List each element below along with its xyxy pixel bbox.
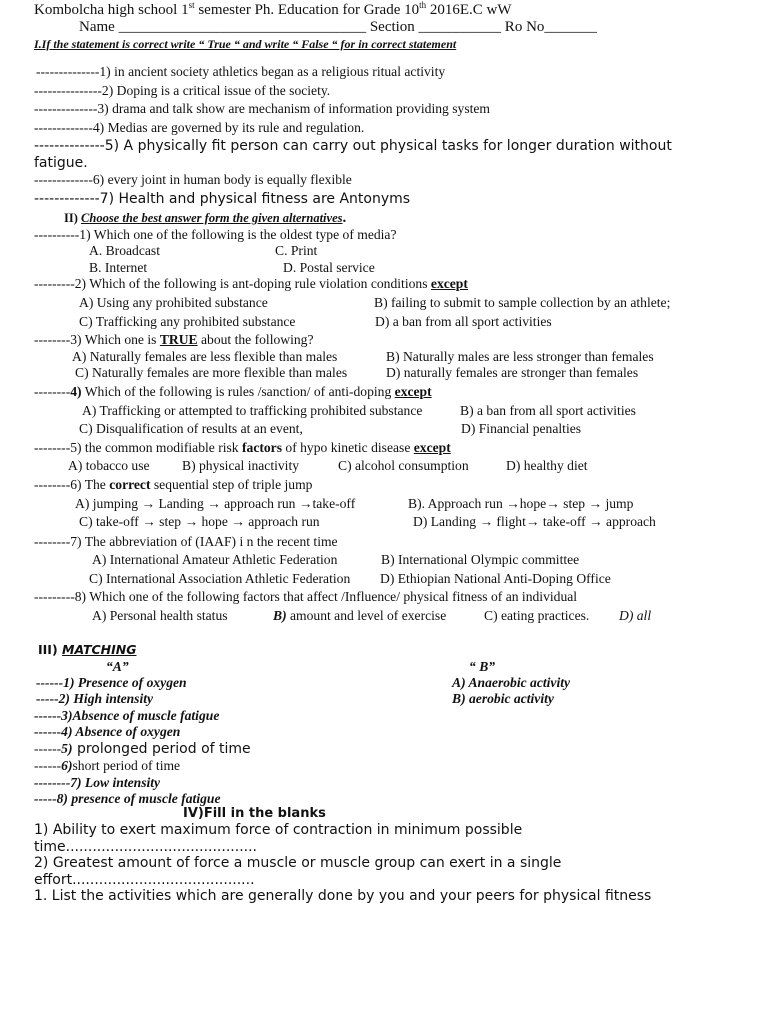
tf-item-4: -------------4) Medias are governed by its rule and regulation. [34, 120, 365, 135]
q8-option-b: B) amount and level of exercise [273, 608, 447, 623]
fill-item-2: 2) Greatest amount of force a muscle or muscle group can exert in a single [34, 855, 562, 871]
q4-stem: --------4) Which of the following is rules /sanction/ of anti-doping except [34, 384, 432, 399]
school-header [34, 2, 512, 18]
match-item-8: -----8) presence of muscle fatigue [34, 791, 221, 806]
name-section-line[interactable]: Name _________________________________ Section ___________ Ro No_______ [79, 19, 597, 35]
q3-option-d: D) naturally females are stronger than females [386, 365, 639, 380]
part4-title: IV)Fill in the blanks [183, 806, 326, 821]
match-item-6: ------6)short period of time [34, 758, 181, 773]
semester-sup: st [188, 0, 195, 10]
q6-option-a: A) jumping → Landing → approach run →take-off [75, 496, 356, 511]
q6-stem: --------6) The correct sequential step of triple jump [34, 477, 313, 492]
q1-option-b: B. Internet [89, 260, 148, 275]
fill-item-1: 1) Ability to exert maximum force of contraction in minimum possible [34, 822, 523, 838]
q3-stem: --------3) Which one is TRUE about the following? [34, 332, 314, 347]
q2-option-a: A) Using any prohibited substance [79, 295, 268, 310]
match-option-b: B) aerobic activity [452, 691, 554, 706]
part2-title: II) Choose the best answer form the given alternatives. [64, 210, 347, 226]
tf-item-2: ---------------2) Doping is a critical issue of the society. [34, 83, 331, 98]
q7-stem: --------7) The abbreviation of (IAAF) i n the recent time [34, 534, 338, 549]
match-item-4: ------4) Absence of oxygen [34, 724, 181, 739]
q6-option-d: D) Landing → flight→ take-off → approach [413, 514, 656, 529]
list-question: 1. List the activities which are generally done by you and your peers for physical fitness [34, 888, 652, 904]
q5-option-a: A) tobacco use [68, 458, 150, 473]
tf-item-1: --------------1) in ancient society athletics began as a religious ritual activity [36, 64, 446, 79]
semester-grade: semester Ph. Education for Grade 10 [194, 2, 420, 18]
q3-option-a: A) Naturally females are less flexible than males [72, 349, 338, 364]
match-item-5: ------5) prolonged period of time [34, 741, 251, 757]
q1-option-a: A. Broadcast [89, 243, 160, 258]
q1-option-c: C. Print [275, 243, 318, 258]
tf-item-6: -------------6) every joint in human body is equally flexible [34, 172, 352, 187]
q5-option-d: D) healthy diet [506, 458, 588, 473]
match-option-a: A) Anaerobic activity [452, 675, 571, 690]
q7-option-d: D) Ethiopian National Anti-Doping Office [380, 571, 611, 586]
q3-option-b: B) Naturally males are less stronger than females [386, 349, 654, 364]
fill-item-1-blank[interactable]: time........................................... [34, 839, 257, 855]
q4-option-c: C) Disqualification of results at an event, [79, 421, 303, 436]
school-name: Kombolcha high school 1 [34, 2, 189, 18]
q7-option-a: A) International Amateur Athletic Federation [92, 552, 338, 567]
q8-stem: ---------8) Which one of the following factors that affect /Influence/ physical fitness of an individual [34, 589, 578, 604]
q4-option-a: A) Trafficking or attempted to trafficking prohibited substance [82, 403, 423, 418]
q6-option-b: B). Approach run →hope→ step → jump [408, 496, 634, 511]
q3-option-c: C) Naturally females are more flexible than males [75, 365, 348, 380]
q1-option-d: D. Postal service [283, 260, 375, 275]
tf-item-5: --------------5) A physically fit person can carry out physical tasks for longer duration without [34, 138, 672, 154]
part3-title: III) MATCHING [38, 642, 137, 657]
match-item-7: --------7) Low intensity [34, 775, 161, 790]
match-item-2: -----2) High intensity [36, 691, 154, 706]
tf-item-5-cont: fatigue. [34, 155, 88, 171]
q2-option-c: C) Trafficking any prohibited substance [79, 314, 296, 329]
q8-option-a: A) Personal health status [92, 608, 228, 623]
column-b-header: “ B” [469, 659, 496, 674]
q8-option-d: D) all [619, 608, 652, 623]
year-label: 2016E.C wW [426, 2, 512, 18]
q4-option-b: B) a ban from all sport activities [460, 403, 636, 418]
grade-sup: th [419, 0, 427, 10]
q1-stem: ----------1) Which one of the following is the oldest type of media? [34, 227, 397, 242]
q2-stem: ---------2) Which of the following is ant-doping rule violation conditions except [34, 276, 468, 291]
match-item-3: ------3)Absence of muscle fatigue [34, 708, 220, 723]
q5-option-c: C) alcohol consumption [338, 458, 469, 473]
match-item-1: ------1) Presence of oxygen [36, 675, 187, 690]
part1-title: I.If the statement is correct write “ True “ and write “ False “ for in correct statement [34, 37, 457, 51]
q7-option-b: B) International Olympic committee [381, 552, 580, 567]
q2-option-d: D) a ban from all sport activities [375, 314, 552, 329]
q4-option-d: D) Financial penalties [461, 421, 582, 436]
q8-option-c: C) eating practices. [484, 608, 590, 623]
tf-item-7: -------------7) Health and physical fitness are Antonyms [34, 191, 411, 207]
q6-option-c: C) take-off → step → hope → approach run [79, 514, 320, 529]
q7-option-c: C) International Association Athletic Federation [89, 571, 351, 586]
q2-option-b: B) failing to submit to sample collection by an athlete; [374, 295, 671, 310]
fill-item-2-blank[interactable]: effort......................................... [34, 872, 255, 888]
q5-stem: --------5) the common modifiable risk factors of hypo kinetic disease except [34, 440, 451, 455]
column-a-header: “A” [106, 659, 129, 674]
tf-item-3: --------------3) drama and talk show are mechanism of information providing system [34, 101, 490, 116]
q5-option-b: B) physical inactivity [182, 458, 300, 473]
